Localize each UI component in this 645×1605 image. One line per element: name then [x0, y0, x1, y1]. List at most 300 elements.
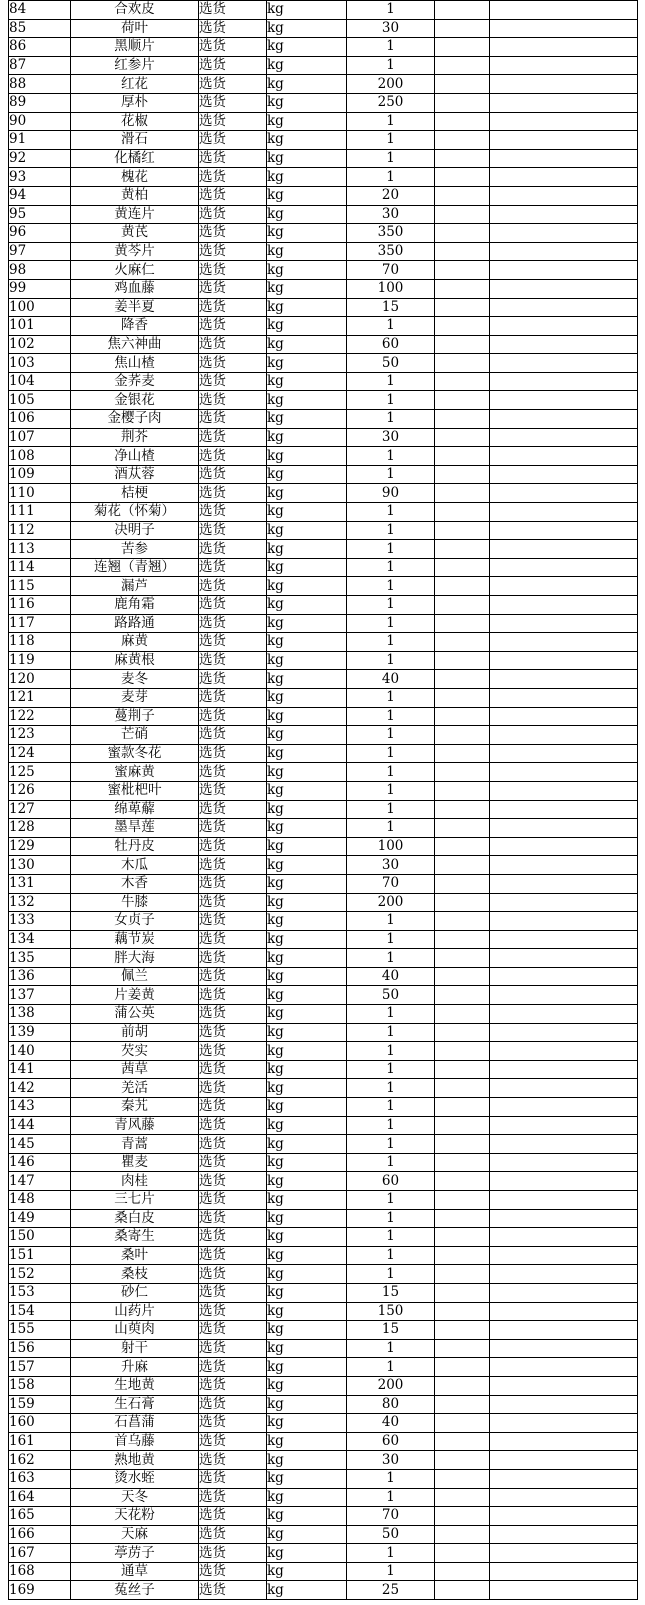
- herb-name-cell: 山萸肉: [71, 1321, 199, 1340]
- row-number-cell: 156: [9, 1339, 71, 1358]
- empty-cell: [435, 930, 490, 949]
- herb-name-cell: 墨旱莲: [71, 819, 199, 838]
- quantity-cell: 60: [347, 1172, 435, 1191]
- unit-cell: kg: [267, 1005, 347, 1024]
- table-row: [9, 1135, 638, 1154]
- row-number-cell: 111: [9, 503, 71, 522]
- quantity-cell: 15: [347, 1321, 435, 1340]
- empty-cell: [490, 149, 638, 168]
- grade-type-cell: 选货: [199, 577, 267, 596]
- unit-cell: kg: [267, 205, 347, 224]
- table-row: [9, 335, 638, 354]
- table-row: [9, 763, 638, 782]
- empty-cell: [490, 1060, 638, 1079]
- empty-cell: [490, 1581, 638, 1600]
- empty-cell: [490, 1339, 638, 1358]
- quantity-cell: 1: [347, 38, 435, 57]
- quantity-cell: 1: [347, 763, 435, 782]
- table-row: [9, 912, 638, 931]
- unit-cell: kg: [267, 131, 347, 150]
- unit-cell: kg: [267, 1079, 347, 1098]
- grade-type-cell: 选货: [199, 1283, 267, 1302]
- row-number-cell: 93: [9, 168, 71, 187]
- grade-type-cell: 选货: [199, 503, 267, 522]
- empty-cell: [490, 372, 638, 391]
- empty-cell: [435, 781, 490, 800]
- empty-cell: [435, 1265, 490, 1284]
- table-row: [9, 149, 638, 168]
- table-row: [9, 298, 638, 317]
- grade-type-cell: 选货: [199, 1358, 267, 1377]
- quantity-cell: 100: [347, 837, 435, 856]
- unit-cell: kg: [267, 1246, 347, 1265]
- quantity-cell: 30: [347, 1451, 435, 1470]
- empty-cell: [490, 1116, 638, 1135]
- grade-type-cell: 选货: [199, 428, 267, 447]
- empty-cell: [435, 763, 490, 782]
- grade-type-cell: 选货: [199, 1135, 267, 1154]
- empty-cell: [490, 75, 638, 94]
- herb-name-cell: 芡实: [71, 1042, 199, 1061]
- unit-cell: kg: [267, 186, 347, 205]
- unit-cell: kg: [267, 1098, 347, 1117]
- grade-type-cell: 选货: [199, 1562, 267, 1581]
- grade-type-cell: 选货: [199, 335, 267, 354]
- table-row: [9, 874, 638, 893]
- unit-cell: kg: [267, 1023, 347, 1042]
- row-number-cell: 118: [9, 633, 71, 652]
- row-number-cell: 157: [9, 1358, 71, 1377]
- empty-cell: [435, 596, 490, 615]
- table-row: [9, 465, 638, 484]
- unit-cell: kg: [267, 372, 347, 391]
- empty-cell: [490, 1395, 638, 1414]
- unit-cell: kg: [267, 428, 347, 447]
- unit-cell: kg: [267, 763, 347, 782]
- empty-cell: [435, 168, 490, 187]
- empty-cell: [490, 1228, 638, 1247]
- empty-cell: [435, 1562, 490, 1581]
- quantity-cell: 1: [347, 596, 435, 615]
- unit-cell: kg: [267, 335, 347, 354]
- herb-name-cell: 青风藤: [71, 1116, 199, 1135]
- quantity-cell: 1: [347, 1469, 435, 1488]
- quantity-cell: 350: [347, 224, 435, 243]
- row-number-cell: 117: [9, 614, 71, 633]
- grade-type-cell: 选货: [199, 1116, 267, 1135]
- empty-cell: [435, 912, 490, 931]
- grade-type-cell: 选货: [199, 558, 267, 577]
- unit-cell: kg: [267, 893, 347, 912]
- grade-type-cell: 选货: [199, 1246, 267, 1265]
- empty-cell: [490, 651, 638, 670]
- herb-name-cell: 焦六神曲: [71, 335, 199, 354]
- unit-cell: kg: [267, 1507, 347, 1526]
- row-number-cell: 132: [9, 893, 71, 912]
- empty-cell: [490, 986, 638, 1005]
- herb-name-cell: 麦芽: [71, 688, 199, 707]
- grade-type-cell: 选货: [199, 410, 267, 429]
- empty-cell: [490, 1135, 638, 1154]
- empty-cell: [435, 1488, 490, 1507]
- empty-cell: [490, 224, 638, 243]
- table-row: [9, 744, 638, 763]
- row-number-cell: 89: [9, 93, 71, 112]
- table-row: [9, 1209, 638, 1228]
- herb-name-cell: 石菖蒲: [71, 1414, 199, 1433]
- quantity-cell: 1: [347, 744, 435, 763]
- herb-name-cell: 瞿麦: [71, 1153, 199, 1172]
- quantity-cell: 15: [347, 1283, 435, 1302]
- empty-cell: [490, 726, 638, 745]
- empty-cell: [435, 1321, 490, 1340]
- unit-cell: kg: [267, 540, 347, 559]
- empty-cell: [490, 1023, 638, 1042]
- empty-cell: [490, 874, 638, 893]
- unit-cell: kg: [267, 298, 347, 317]
- empty-cell: [435, 1116, 490, 1135]
- empty-cell: [435, 558, 490, 577]
- empty-cell: [435, 372, 490, 391]
- herb-name-cell: 桑叶: [71, 1246, 199, 1265]
- row-number-cell: 131: [9, 874, 71, 893]
- unit-cell: kg: [267, 1060, 347, 1079]
- quantity-cell: 1: [347, 503, 435, 522]
- empty-cell: [490, 577, 638, 596]
- quantity-cell: 1: [347, 372, 435, 391]
- herb-name-cell: 牡丹皮: [71, 837, 199, 856]
- unit-cell: kg: [267, 670, 347, 689]
- row-number-cell: 114: [9, 558, 71, 577]
- row-number-cell: 152: [9, 1265, 71, 1284]
- grade-type-cell: 选货: [199, 38, 267, 57]
- quantity-cell: 1: [347, 1488, 435, 1507]
- grade-type-cell: 选货: [199, 1544, 267, 1563]
- grade-type-cell: 选货: [199, 670, 267, 689]
- quantity-cell: 1: [347, 1191, 435, 1210]
- row-number-cell: 162: [9, 1451, 71, 1470]
- table-row: [9, 372, 638, 391]
- quantity-cell: 60: [347, 335, 435, 354]
- unit-cell: kg: [267, 874, 347, 893]
- herb-name-cell: 黄柏: [71, 186, 199, 205]
- empty-cell: [490, 1469, 638, 1488]
- unit-cell: kg: [267, 149, 347, 168]
- herb-name-cell: 首乌藤: [71, 1432, 199, 1451]
- empty-cell: [435, 224, 490, 243]
- empty-cell: [490, 1488, 638, 1507]
- empty-cell: [435, 614, 490, 633]
- herb-name-cell: 肉桂: [71, 1172, 199, 1191]
- quantity-cell: 1: [347, 149, 435, 168]
- empty-cell: [435, 428, 490, 447]
- row-number-cell: 103: [9, 354, 71, 373]
- table-row: [9, 1395, 638, 1414]
- quantity-cell: 1: [347, 577, 435, 596]
- quantity-cell: 1: [347, 1079, 435, 1098]
- empty-cell: [490, 1283, 638, 1302]
- empty-cell: [490, 56, 638, 75]
- herb-name-cell: 荆芥: [71, 428, 199, 447]
- quantity-cell: 1: [347, 447, 435, 466]
- empty-cell: [490, 205, 638, 224]
- grade-type-cell: 选货: [199, 56, 267, 75]
- quantity-cell: 1: [347, 930, 435, 949]
- herb-name-cell: 天冬: [71, 1488, 199, 1507]
- quantity-cell: 70: [347, 874, 435, 893]
- row-number-cell: 140: [9, 1042, 71, 1061]
- grade-type-cell: 选货: [199, 1469, 267, 1488]
- quantity-cell: 1: [347, 1, 435, 20]
- quantity-cell: 1: [347, 1116, 435, 1135]
- row-number-cell: 167: [9, 1544, 71, 1563]
- herb-name-cell: 黄芩片: [71, 242, 199, 261]
- quantity-cell: 1: [347, 1153, 435, 1172]
- quantity-cell: 1: [347, 1042, 435, 1061]
- herb-name-cell: 桑枝: [71, 1265, 199, 1284]
- empty-cell: [435, 1376, 490, 1395]
- empty-cell: [490, 744, 638, 763]
- grade-type-cell: 选货: [199, 19, 267, 38]
- grade-type-cell: 选货: [199, 205, 267, 224]
- row-number-cell: 116: [9, 596, 71, 615]
- table-row: [9, 1581, 638, 1600]
- empty-cell: [435, 1079, 490, 1098]
- empty-cell: [490, 19, 638, 38]
- quantity-cell: 350: [347, 242, 435, 261]
- empty-cell: [435, 131, 490, 150]
- empty-cell: [435, 1172, 490, 1191]
- empty-cell: [435, 633, 490, 652]
- row-number-cell: 133: [9, 912, 71, 931]
- herb-name-cell: 荷叶: [71, 19, 199, 38]
- herb-name-cell: 牛膝: [71, 893, 199, 912]
- herb-name-cell: 绵萆薢: [71, 800, 199, 819]
- grade-type-cell: 选货: [199, 1, 267, 20]
- row-number-cell: 147: [9, 1172, 71, 1191]
- unit-cell: kg: [267, 465, 347, 484]
- herb-name-cell: 蜜款冬花: [71, 744, 199, 763]
- herb-name-cell: 桔梗: [71, 484, 199, 503]
- table-row: [9, 1302, 638, 1321]
- quantity-cell: 1: [347, 633, 435, 652]
- quantity-cell: 1: [347, 1005, 435, 1024]
- empty-cell: [435, 1023, 490, 1042]
- empty-cell: [435, 1246, 490, 1265]
- quantity-cell: 25: [347, 1581, 435, 1600]
- table-row: [9, 1376, 638, 1395]
- table-row: [9, 1562, 638, 1581]
- quantity-cell: 1: [347, 688, 435, 707]
- empty-cell: [435, 967, 490, 986]
- herb-name-cell: 桑寄生: [71, 1228, 199, 1247]
- table-row: [9, 1283, 638, 1302]
- quantity-cell: 1: [347, 1339, 435, 1358]
- grade-type-cell: 选货: [199, 298, 267, 317]
- grade-type-cell: 选货: [199, 707, 267, 726]
- row-number-cell: 155: [9, 1321, 71, 1340]
- quantity-cell: 1: [347, 614, 435, 633]
- empty-cell: [435, 38, 490, 57]
- empty-cell: [435, 410, 490, 429]
- empty-cell: [490, 893, 638, 912]
- row-number-cell: 112: [9, 521, 71, 540]
- unit-cell: kg: [267, 38, 347, 57]
- empty-cell: [490, 837, 638, 856]
- table-row: [9, 521, 638, 540]
- empty-cell: [490, 1246, 638, 1265]
- row-number-cell: 144: [9, 1116, 71, 1135]
- empty-cell: [435, 112, 490, 131]
- table-row: [9, 707, 638, 726]
- empty-cell: [490, 447, 638, 466]
- row-number-cell: 139: [9, 1023, 71, 1042]
- empty-cell: [435, 707, 490, 726]
- unit-cell: kg: [267, 912, 347, 931]
- unit-cell: kg: [267, 1414, 347, 1433]
- row-number-cell: 85: [9, 19, 71, 38]
- grade-type-cell: 选货: [199, 1172, 267, 1191]
- herb-name-cell: 三七片: [71, 1191, 199, 1210]
- quantity-cell: 100: [347, 279, 435, 298]
- quantity-cell: 30: [347, 428, 435, 447]
- row-number-cell: 169: [9, 1581, 71, 1600]
- herb-name-cell: 黄芪: [71, 224, 199, 243]
- table-row: [9, 1507, 638, 1526]
- table-row: [9, 1432, 638, 1451]
- row-number-cell: 138: [9, 1005, 71, 1024]
- unit-cell: kg: [267, 781, 347, 800]
- unit-cell: kg: [267, 1302, 347, 1321]
- empty-cell: [435, 1283, 490, 1302]
- row-number-cell: 123: [9, 726, 71, 745]
- empty-cell: [490, 763, 638, 782]
- row-number-cell: 159: [9, 1395, 71, 1414]
- grade-type-cell: 选货: [199, 1265, 267, 1284]
- quantity-cell: 1: [347, 56, 435, 75]
- table-row: [9, 1098, 638, 1117]
- table-row: [9, 633, 638, 652]
- herb-name-cell: 木瓜: [71, 856, 199, 875]
- quantity-cell: 40: [347, 670, 435, 689]
- herb-name-cell: 射干: [71, 1339, 199, 1358]
- grade-type-cell: 选货: [199, 1376, 267, 1395]
- row-number-cell: 127: [9, 800, 71, 819]
- quantity-cell: 1: [347, 168, 435, 187]
- empty-cell: [490, 1098, 638, 1117]
- empty-cell: [490, 1209, 638, 1228]
- quantity-cell: 1: [347, 540, 435, 559]
- table-row: [9, 1246, 638, 1265]
- herb-name-cell: 金银花: [71, 391, 199, 410]
- quantity-cell: 1: [347, 1544, 435, 1563]
- row-number-cell: 98: [9, 261, 71, 280]
- herb-name-cell: 合欢皮: [71, 1, 199, 20]
- grade-type-cell: 选货: [199, 856, 267, 875]
- unit-cell: kg: [267, 1153, 347, 1172]
- row-number-cell: 163: [9, 1469, 71, 1488]
- row-number-cell: 154: [9, 1302, 71, 1321]
- quantity-cell: 1: [347, 1023, 435, 1042]
- quantity-cell: 1: [347, 558, 435, 577]
- empty-cell: [435, 1042, 490, 1061]
- herb-name-cell: 姜半夏: [71, 298, 199, 317]
- row-number-cell: 102: [9, 335, 71, 354]
- empty-cell: [435, 1209, 490, 1228]
- herb-name-cell: 佩兰: [71, 967, 199, 986]
- herb-name-cell: 生地黄: [71, 1376, 199, 1395]
- grade-type-cell: 选货: [199, 1581, 267, 1600]
- grade-type-cell: 选货: [199, 633, 267, 652]
- row-number-cell: 126: [9, 781, 71, 800]
- empty-cell: [435, 1525, 490, 1544]
- empty-cell: [435, 149, 490, 168]
- empty-cell: [435, 1581, 490, 1600]
- herb-name-cell: 天花粉: [71, 1507, 199, 1526]
- table-row: [9, 1321, 638, 1340]
- empty-cell: [435, 986, 490, 1005]
- empty-cell: [435, 242, 490, 261]
- herb-name-cell: 升麻: [71, 1358, 199, 1377]
- table-row: [9, 1265, 638, 1284]
- unit-cell: kg: [267, 1376, 347, 1395]
- table-row: [9, 1023, 638, 1042]
- unit-cell: kg: [267, 967, 347, 986]
- empty-cell: [435, 354, 490, 373]
- grade-type-cell: 选货: [199, 688, 267, 707]
- herb-name-cell: 砂仁: [71, 1283, 199, 1302]
- row-number-cell: 128: [9, 819, 71, 838]
- empty-cell: [435, 1432, 490, 1451]
- grade-type-cell: 选货: [199, 1060, 267, 1079]
- quantity-cell: 1: [347, 781, 435, 800]
- grade-type-cell: 选货: [199, 874, 267, 893]
- quantity-cell: 50: [347, 986, 435, 1005]
- empty-cell: [435, 1098, 490, 1117]
- herb-name-cell: 麦冬: [71, 670, 199, 689]
- empty-cell: [490, 1376, 638, 1395]
- row-number-cell: 168: [9, 1562, 71, 1581]
- table-row: [9, 558, 638, 577]
- unit-cell: kg: [267, 558, 347, 577]
- grade-type-cell: 选货: [199, 1451, 267, 1470]
- table-row: [9, 131, 638, 150]
- herb-name-cell: 秦艽: [71, 1098, 199, 1117]
- herb-name-cell: 麻黄根: [71, 651, 199, 670]
- herb-name-cell: 厚朴: [71, 93, 199, 112]
- unit-cell: kg: [267, 744, 347, 763]
- grade-type-cell: 选货: [199, 1488, 267, 1507]
- table-body: [9, 1, 638, 1600]
- row-number-cell: 161: [9, 1432, 71, 1451]
- grade-type-cell: 选货: [199, 893, 267, 912]
- table-row: [9, 1079, 638, 1098]
- unit-cell: kg: [267, 949, 347, 968]
- empty-cell: [490, 354, 638, 373]
- quantity-cell: 30: [347, 205, 435, 224]
- table-row: [9, 781, 638, 800]
- quantity-cell: 1: [347, 131, 435, 150]
- row-number-cell: 119: [9, 651, 71, 670]
- empty-cell: [490, 670, 638, 689]
- row-number-cell: 145: [9, 1135, 71, 1154]
- quantity-cell: 1: [347, 112, 435, 131]
- grade-type-cell: 选货: [199, 484, 267, 503]
- unit-cell: kg: [267, 614, 347, 633]
- herb-name-cell: 山药片: [71, 1302, 199, 1321]
- table-row: [9, 1116, 638, 1135]
- empty-cell: [490, 1005, 638, 1024]
